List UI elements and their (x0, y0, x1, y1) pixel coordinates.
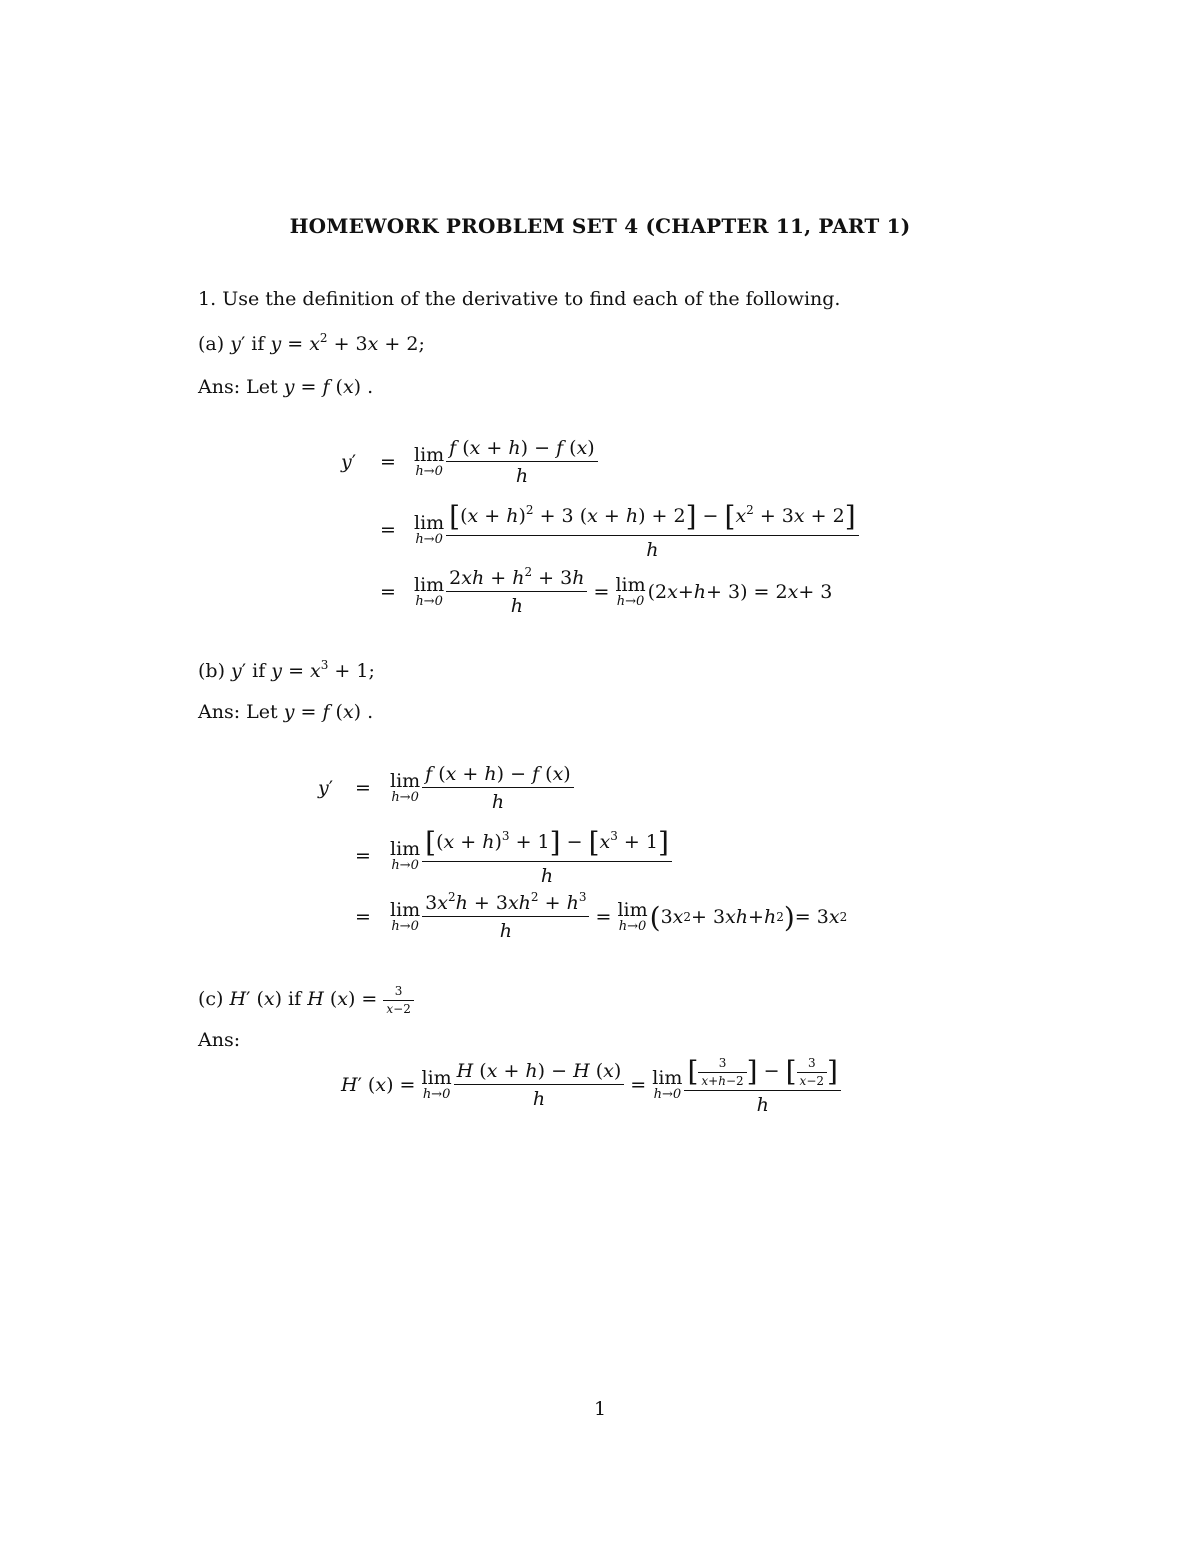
part-a-answer-intro: Ans: Let y = f (x) . (198, 376, 374, 398)
part-c-question: (c) H′ (x) if H (x) = $\frac{3}{x-2}$ (198, 984, 414, 1016)
part-c-step-1: H ′ ( x ) = lim h→0 $\frac{H (x + h) - H (x)}{h}$ = lim h→0 [ $\frac{3}{x+h-2}$ ] − [ $\frac{3}{x-2}$ ] h (0, 1055, 1200, 1115)
part-b-question: (b) y′ if $y = x^3 + 1$; (198, 658, 375, 682)
page-number: 1 (593, 1398, 607, 1420)
part-b-step-3: = lim h→0 $\frac{3x^2h + 3xh^2 + h^3}{h}$ = lim h→0 ( 3 x 2 + 3 xh + h 2 ) = 3 x 2 (355, 890, 848, 942)
part-a-question: (a) y′ if $y = x^2 + 3x + 2$; (198, 331, 425, 355)
part-b-answer-intro: Ans: Let y = f (x) . (198, 701, 374, 723)
part-b-ans-label: Ans: (198, 701, 241, 723)
part-b-step-2: = lim h→0 $\frac{[(x + h)^3 + 1] - [x^3 + 1]}{h}$ (0, 826, 1200, 886)
page-title: HOMEWORK PROBLEM SET 4 (CHAPTER 11, PART 1) (289, 214, 911, 238)
part-a-label: (a) (198, 333, 225, 355)
problem-number: 1. (198, 288, 217, 310)
part-b-step-1: y ′ = lim h→0 $\frac{f (x + h) - f (x)}{h}$ (0, 758, 1200, 818)
part-c-label: (c) (198, 988, 224, 1010)
part-a-step-3: = lim h→0 $\frac{2xh + h^2 + 3h}{h}$ = lim h→0 (2 x + h + 3) = 2 x + 3 (380, 565, 833, 617)
part-a-let: Let (246, 376, 278, 398)
problem-text: Use the definition of the derivative to find each of the following. (222, 288, 841, 310)
part-b-let: Let (246, 701, 278, 723)
part-b-label: (b) (198, 660, 225, 682)
part-c-ans-label: Ans: (198, 1029, 241, 1051)
part-a-step-2: = lim h→0 $\frac{[(x + h)^2 + 3 (x + h) + 2] - [x^2 + 3x + 2]}{h}$ (0, 500, 1200, 560)
part-a-ans-label: Ans: (198, 376, 241, 398)
part-a-step-1: y ′ = lim h→0 $\frac{f (x + h) - f (x)}{h}$ (0, 432, 1200, 492)
problem-statement (198, 288, 840, 310)
